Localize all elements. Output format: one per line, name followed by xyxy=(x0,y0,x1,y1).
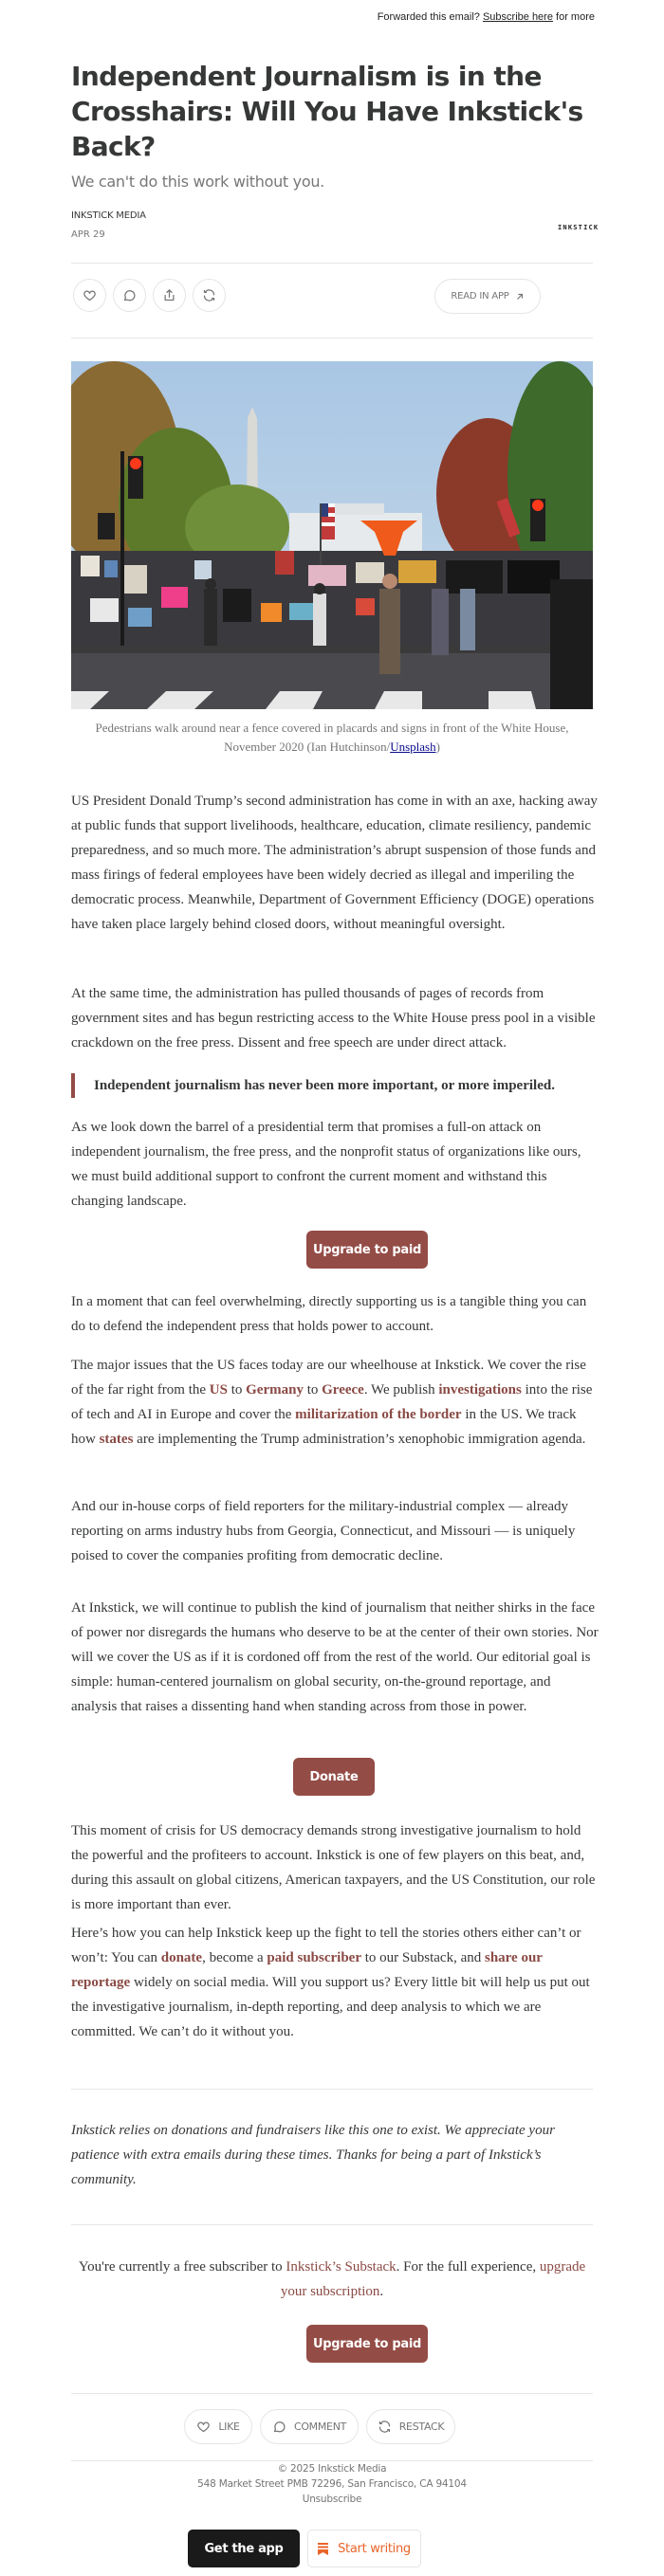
heart-icon xyxy=(83,288,97,302)
body-paragraph-9: Here’s how you can help Inkstick keep up the fight to tell the stories others either can’t or won’t: You can donate, become a paid subscriber to our Substack, and share our reportage widely on social media. Will you support us? Every little bit will help us put out the investigative journalism, in-depth reporting, and deep analysis to which we are committed. We can’t do it without you. xyxy=(71,1926,590,2039)
link-militarization-of-the-border[interactable]: militarization of the border xyxy=(295,1407,462,1422)
hero-caption: Pedestrians walk around near a fence covered in placards and signs in front of the White House, November 2020 (Ian Hutchinson/Unsplash) xyxy=(95,721,569,754)
link-greece[interactable]: Greece xyxy=(322,1382,364,1398)
post-subtitle: We can't do this work without you. xyxy=(71,173,324,191)
comment-button[interactable] xyxy=(113,279,146,312)
body-paragraph-6: And our in-house corps of field reporters for the military-industrial complex — already reporting on arms industry hubs from Georgia, Connecticut, and Missouri — is uniquely poised to cover the companies profiting from democratic decline. xyxy=(71,1499,576,1563)
link-paid-subscriber[interactable]: paid subscriber xyxy=(267,1950,361,1965)
caption-text: Pedestrians walk around near a fence covered in placards and signs in front of the White House, November 2020 (Ian Hutchinson/ xyxy=(95,721,569,754)
start-writing-label: Start writing xyxy=(338,2541,411,2556)
link-share-our-reportage[interactable]: share our reportage xyxy=(71,1950,543,1990)
author-name[interactable]: INKSTICK MEDIA xyxy=(71,210,146,221)
link-germany[interactable]: Germany xyxy=(246,1382,304,1398)
like-pill-button[interactable] xyxy=(184,2409,252,2444)
divider xyxy=(71,2224,593,2225)
share-icon xyxy=(162,288,176,302)
body-paragraph-8: This moment of crisis for US democracy demands strong investigative journalism to hold the powerful and the profiteers to account. Inkstick is one of few players on this beat, and, during this assault on global citizens, American taxpayers, and the US Constitution, our role is more important than ever. xyxy=(71,1823,596,1912)
unsubscribe-link[interactable]: Unsubscribe xyxy=(302,2494,362,2505)
subscription-note: You're currently a free subscriber to Inkstick’s Substack. For the full experience, upgrade your subscription. xyxy=(78,2259,586,2299)
post-date: APR 29 xyxy=(71,229,105,240)
link-us[interactable]: US xyxy=(209,1382,228,1398)
forwarded-suffix: for more xyxy=(556,11,595,23)
upgrade-to-paid-button-footer[interactable]: Upgrade to paid xyxy=(306,2325,428,2363)
start-writing-button[interactable] xyxy=(307,2530,421,2567)
forwarded-prefix: Forwarded this email? xyxy=(377,11,480,23)
arrow-up-right-icon xyxy=(515,292,525,301)
body-paragraph-3: As we look down the barrel of a presidential term that promises a full-on attack on independent journalism, the free press, and the nonprofit status of organizations like ours, we must build additional support to confront the current moment and withstand this changing landscape. xyxy=(71,1120,581,1209)
read-in-app-button[interactable] xyxy=(434,279,541,314)
divider xyxy=(71,263,593,264)
body-paragraph-4: In a moment that can feel overwhelming, directly supporting us is a tangible thing you can do to defend the independent press that holds power to account. xyxy=(71,1294,587,1334)
hero-image xyxy=(71,361,593,709)
comment-label: COMMENT xyxy=(293,2421,347,2433)
restack-icon xyxy=(378,2420,392,2434)
comment-icon xyxy=(272,2420,286,2434)
restack-label: RESTACK xyxy=(398,2421,445,2433)
caption-unsplash-link[interactable]: Unsplash xyxy=(390,740,436,754)
heart-icon xyxy=(196,2420,211,2434)
copyright: © 2025 Inkstick Media xyxy=(277,2463,387,2475)
like-button[interactable] xyxy=(73,279,106,312)
divider xyxy=(71,2089,593,2090)
get-the-app-button[interactable]: Get the app xyxy=(188,2530,300,2567)
like-label: LIKE xyxy=(218,2421,240,2433)
publication-logo[interactable]: INKSTICK xyxy=(558,224,599,231)
divider xyxy=(71,2393,593,2394)
body-paragraph-5: The major issues that the US faces today are our wheelhouse at Inkstick. We cover the rise of the far right from the US to Germany to Greece. We publish investigations into the rise of tech and AI in Europe and cover the militarization of the border in the US. We track how states are implementing the Trump administration’s xenophobic immigration agenda. xyxy=(71,1358,593,1447)
restack-pill-button[interactable] xyxy=(366,2409,455,2444)
mailing-address: 548 Market Street PMB 72296, San Francisco, CA 94104 xyxy=(197,2478,467,2490)
divider xyxy=(71,2460,593,2461)
upgrade-to-paid-button[interactable]: Upgrade to paid xyxy=(306,1231,428,1269)
link-investigations[interactable]: investigations xyxy=(438,1382,522,1398)
comment-pill-button[interactable] xyxy=(260,2409,359,2444)
donate-button[interactable]: Donate xyxy=(293,1758,375,1796)
share-button[interactable] xyxy=(153,279,186,312)
read-in-app-label: READ IN APP xyxy=(451,291,509,301)
substack-logo-icon xyxy=(318,2543,328,2555)
comment-icon xyxy=(122,288,137,302)
subscribe-link[interactable]: Subscribe here xyxy=(482,11,553,23)
restack-icon xyxy=(202,288,216,302)
body-paragraph-7: At Inkstick, we will continue to publish the kind of journalism that neither shirks in the face of power nor disregards the humans who deserve to be at the center of their own stories. Nor will we cover the US as if it is cordoned off from the rest of the world. Our editorial goal is simple: human-centered journalism on global security, on-the-ground reportage, and analysis that raises a dissenting hand when standing across from those in power. xyxy=(71,1600,599,1714)
upgrade-subscription-link[interactable]: upgrade your subscription xyxy=(280,2259,586,2299)
link-donate[interactable]: donate xyxy=(160,1950,203,1965)
restack-button[interactable] xyxy=(193,279,226,312)
pull-quote: Independent journalism has never been more important, or more imperiled. xyxy=(71,1073,599,1098)
forwarded-banner xyxy=(378,11,595,23)
body-paragraph-2: At the same time, the administration has pulled thousands of pages of records from government sites and has begun restricting access to the White House press pool in a visible crackdown on the free press. Dissent and free speech are under direct attack. xyxy=(71,986,596,1050)
substack-link[interactable]: Inkstick’s Substack xyxy=(286,2259,397,2275)
body-paragraph-1: US President Donald Trump’s second administration has come in with an axe, hacking away at public funds that support livelihoods, healthcare, education, climate resiliency, pandemic preparedness, and so much more. The administration’s abrupt suspension of those funds and mass firings of federal employees have been widely decried as illegal and imperiling the democratic process. Meanwhile, Department of Government Efficiency (DOGE) operations have taken place largely behind closed doors, without meaningful oversight. xyxy=(71,794,598,932)
post-title: Independent Journalism is in the Crosshairs: Will You Have Inkstick's Back? xyxy=(71,61,583,162)
link-states[interactable]: states xyxy=(99,1432,134,1447)
fundraiser-footnote: Inkstick relies on donations and fundraisers like this one to exist. We appreciate your patience with extra emails during these times. Thanks for being a part of Inkstick’s community. xyxy=(71,2123,555,2187)
